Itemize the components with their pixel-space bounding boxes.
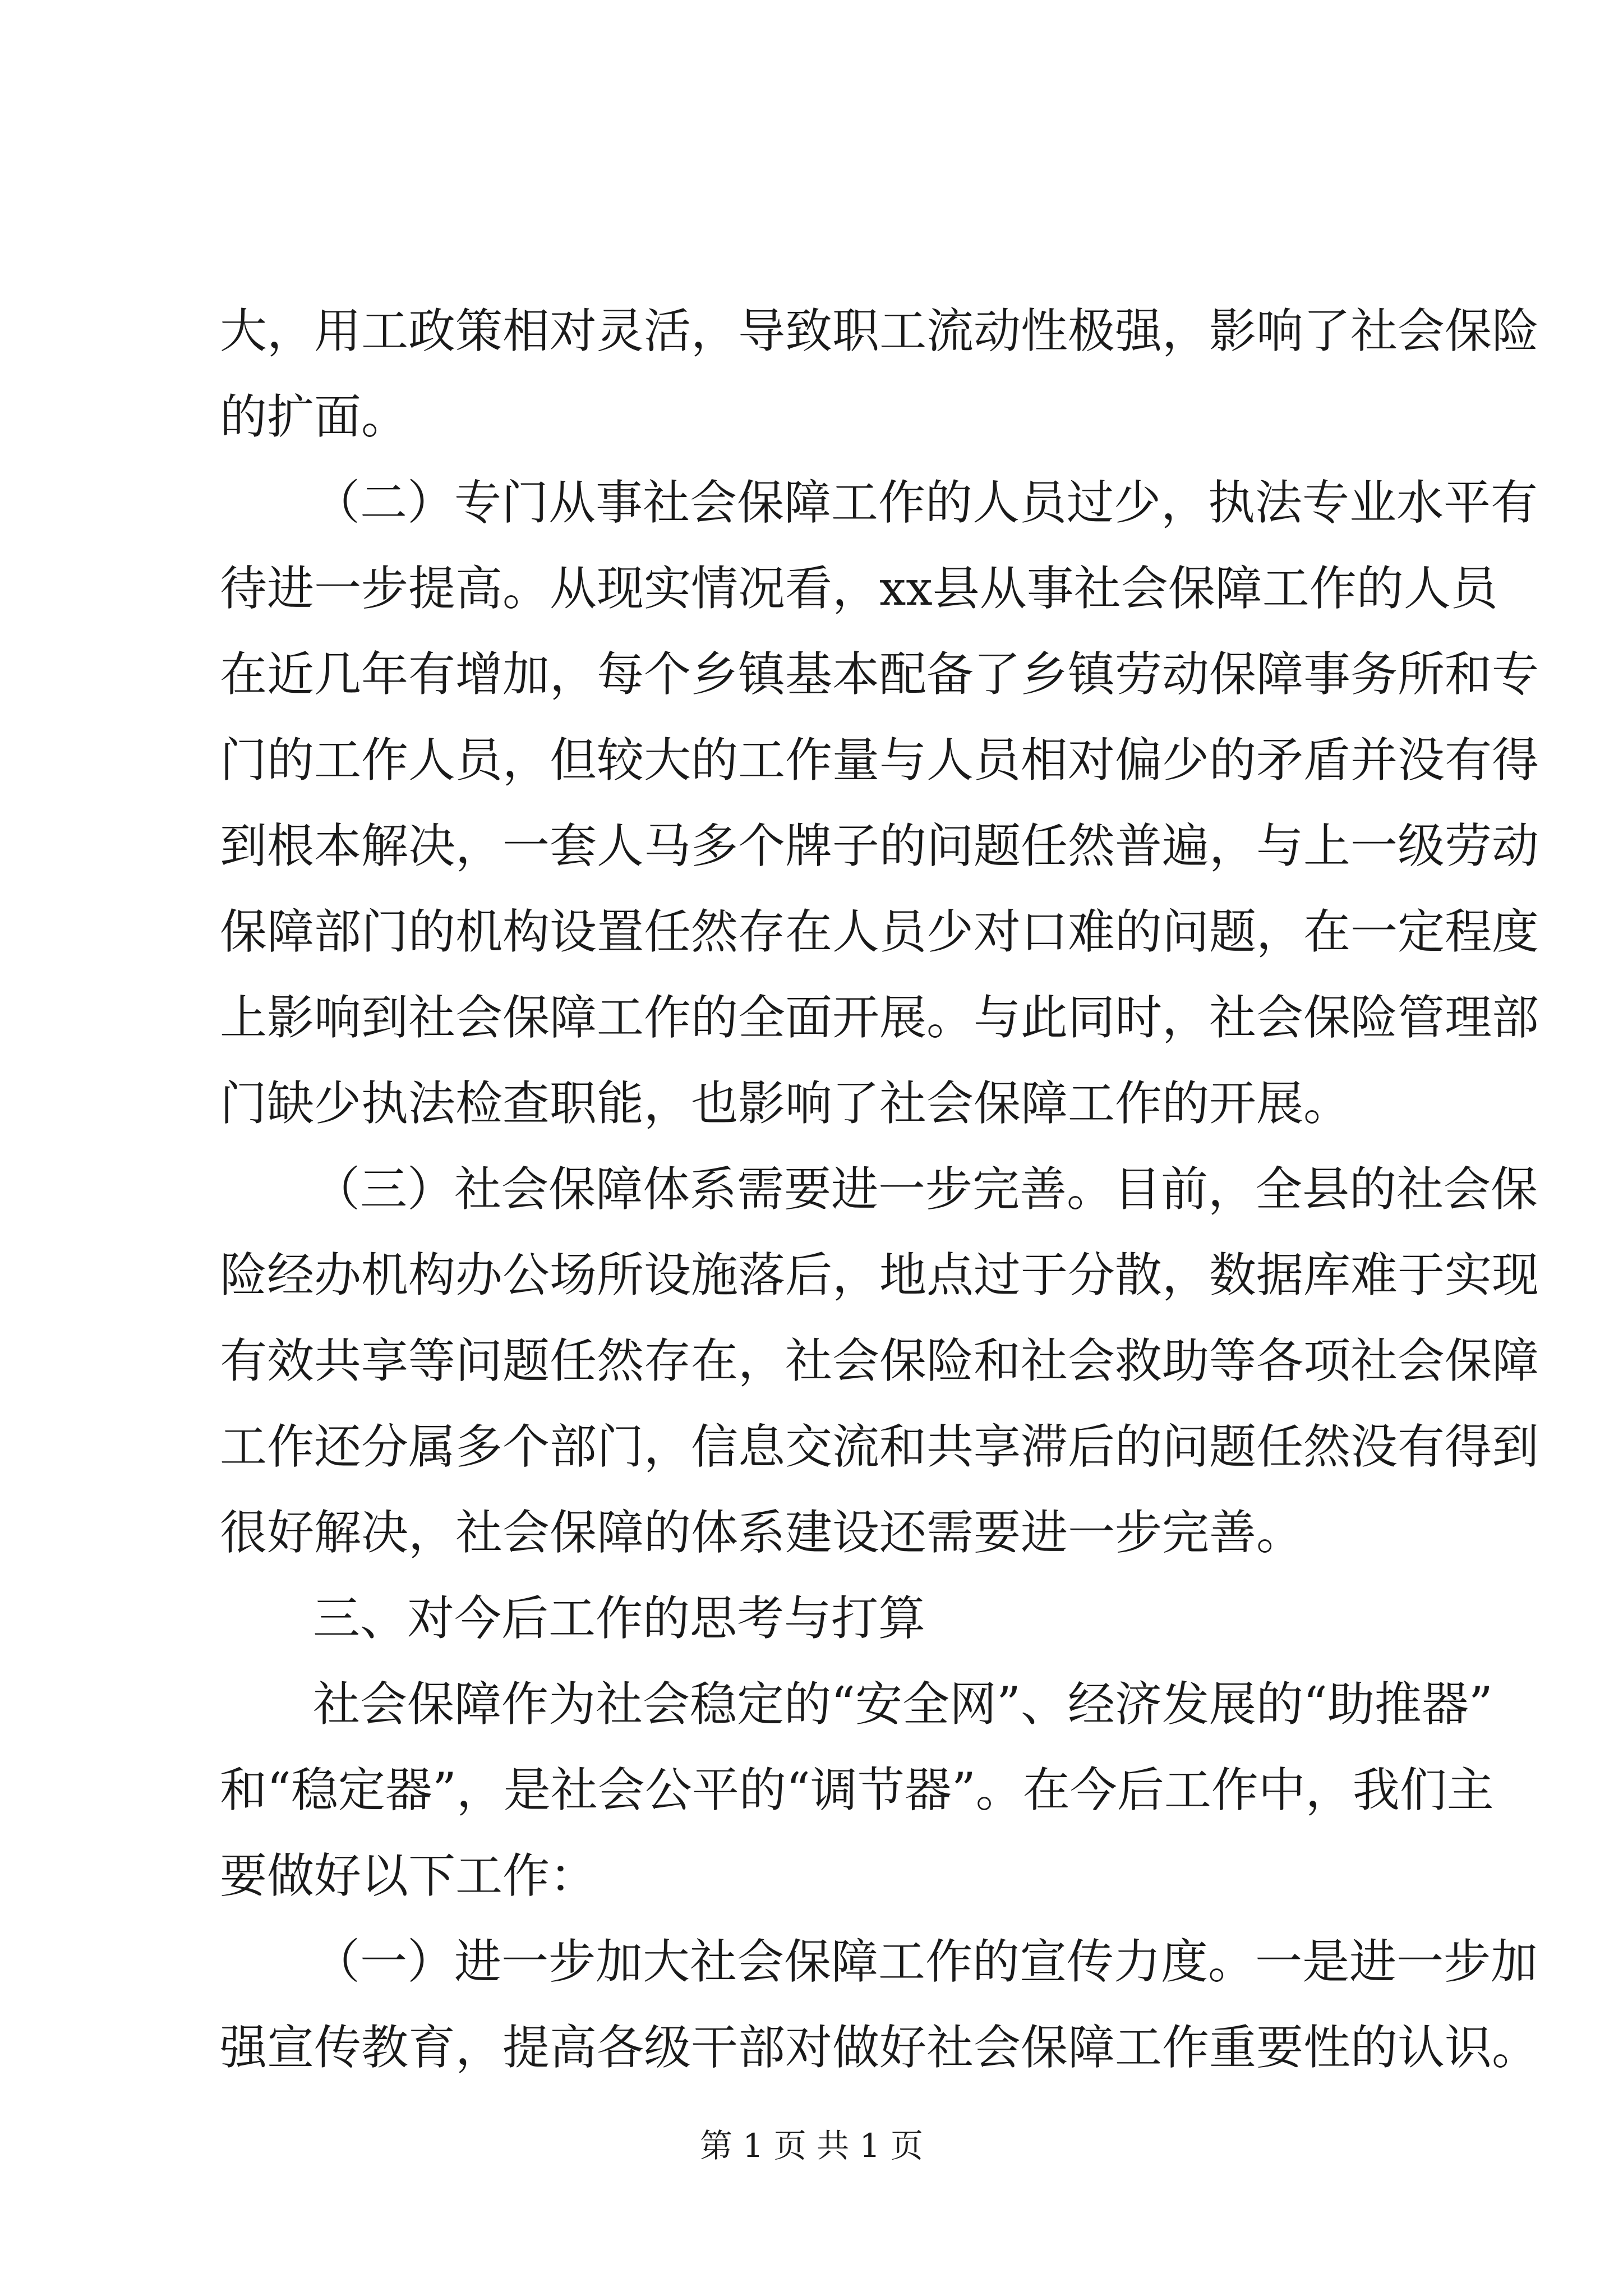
text-line: 有效共享等问题任然存在，社会保险和社会救助等各项社会保障: [220, 1333, 1539, 1388]
text-line: 强宣传教育，提高各级干部对做好社会保障工作重要性的认识。: [220, 2020, 1539, 2075]
text-line: 的扩面。: [220, 389, 409, 444]
text-line: 和“稳定器”，是社会公平的“调节器”。在今后工作中，我们主: [220, 1763, 1494, 1818]
text-line: 险经办机构办公场所设施落后，地点过于分散，数据库难于实现: [220, 1248, 1539, 1303]
text-line: 社会保障作为社会稳定的“安全网”、经济发展的“助推器”: [313, 1677, 1493, 1732]
section-heading: 三、对今后工作的思考与打算: [313, 1591, 926, 1646]
text-line: 到根本解决，一套人马多个牌子的问题任然普遍，与上一级劳动: [220, 818, 1539, 873]
text-line: 工作还分属多个部门，信息交流和共享滞后的问题任然没有得到: [220, 1419, 1539, 1474]
text-line: 很好解决，社会保障的体系建设还需要进一步完善。: [220, 1505, 1304, 1560]
text-line: （二）专门从事社会保障工作的人员过少，执法专业水平有: [313, 475, 1538, 530]
text-line: 在近几年有增加，每个乡镇基本配备了乡镇劳动保障事务所和专: [220, 647, 1539, 702]
text-line: 门缺少执法检查职能，也影响了社会保障工作的开展。: [220, 1076, 1351, 1131]
text-line: 上影响到社会保障工作的全面开展。与此同时，社会保险管理部: [220, 990, 1539, 1045]
text-line: 要做好以下工作：: [220, 1848, 597, 1903]
text-line: 保障部门的机构设置任然存在人员少对口难的问题，在一定程度: [220, 904, 1539, 959]
text-line: （三）社会保障体系需要进一步完善。目前，全县的社会保: [313, 1162, 1538, 1217]
page-footer: 第 1 页 共 1 页: [700, 2127, 923, 2165]
text-line: 门的工作人员，但较大的工作量与人员相对偏少的矛盾并没有得: [220, 733, 1539, 788]
text-line: （一）进一步加大社会保障工作的宣传力度。一是进一步加: [313, 1934, 1538, 1989]
text-line: 大，用工政策相对灵活，导致职工流动性极强，影响了社会保险: [220, 303, 1539, 358]
text-line: 待进一步提高。从现实情况看，xx县从事社会保障工作的人员: [220, 561, 1498, 616]
